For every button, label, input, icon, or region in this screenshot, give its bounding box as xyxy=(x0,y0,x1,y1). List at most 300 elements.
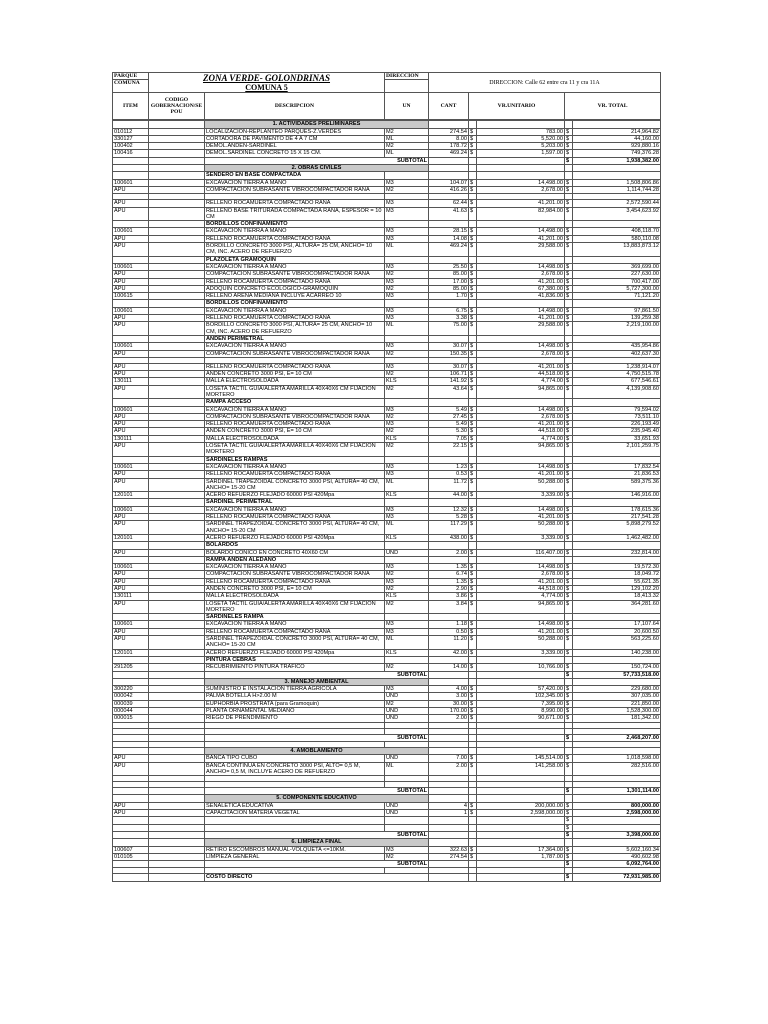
project-subtitle: COMUNA 5 xyxy=(245,83,288,92)
item-total: 71,121.20 xyxy=(573,293,661,300)
item-code: APU xyxy=(113,600,149,614)
item-row xyxy=(113,649,661,656)
code-cell xyxy=(149,385,205,399)
currency-symbol: $ xyxy=(565,378,573,385)
item-description: EXCAVACION TIERRA A MANO xyxy=(205,463,385,470)
currency-symbol: $ xyxy=(469,649,477,656)
currency-symbol: $ xyxy=(565,586,573,593)
item-description: EXCAVACION TIERRA A MANO xyxy=(205,564,385,571)
item-code: 120101 xyxy=(113,492,149,499)
item-unit-price: 41,201.00 xyxy=(477,235,565,242)
item-unit-price: 5,520.00 xyxy=(477,135,565,142)
col-un: UN xyxy=(385,93,429,120)
item-total: 490,602.98 xyxy=(573,853,661,860)
item-code: APU xyxy=(113,350,149,357)
item-quantity: 5.49 xyxy=(429,421,469,428)
item-unit: M3 xyxy=(385,628,429,635)
code-cell xyxy=(149,378,205,385)
item-quantity: 14.00 xyxy=(429,664,469,671)
project-title: ZONA VERDE- GOLONDRINAS xyxy=(202,73,331,83)
item-unit-price: 17,364.00 xyxy=(477,846,565,853)
item-description: EXCAVACION TIERRA A MANO xyxy=(205,263,385,270)
item-unit-price: 14,498.00 xyxy=(477,263,565,270)
item-total: 1,462,482.00 xyxy=(573,534,661,541)
budget-sheet xyxy=(112,72,660,882)
unit-cell xyxy=(385,221,429,228)
code-cell xyxy=(149,157,205,164)
subtotal-row xyxy=(113,671,661,678)
item-total: 2,598,000.00 xyxy=(573,810,661,817)
currency-symbol: $ xyxy=(469,810,477,817)
item-unit-price: 783.00 xyxy=(477,128,565,135)
item-total: 589,375.36 xyxy=(573,478,661,492)
code-cell xyxy=(149,586,205,593)
item-row xyxy=(113,378,661,385)
item-quantity: 3.84 xyxy=(429,600,469,614)
currency-symbol: $ xyxy=(565,549,573,556)
currency-symbol: $ xyxy=(565,664,573,671)
code-cell xyxy=(149,443,205,457)
item-total: 700,417.00 xyxy=(573,278,661,285)
item-total: 2,572,590.44 xyxy=(573,200,661,207)
qty-cell xyxy=(429,656,469,663)
subgroup-title: SARDINELES RAMPA xyxy=(205,614,385,621)
currency-symbol: $ xyxy=(565,788,573,795)
item-total: 18,049.72 xyxy=(573,571,661,578)
subgroup-title: PINTURA CEBRAS xyxy=(205,656,385,663)
comuna-label: COMUNA xyxy=(113,80,149,93)
item-description: ACERO REFUERZO FLEJADO 60000 PSI 420Mpa xyxy=(205,492,385,499)
unit-price-cell xyxy=(477,556,565,563)
item-unit: ML xyxy=(385,521,429,535)
code-cell xyxy=(149,343,205,350)
currency-symbol: $ xyxy=(469,463,477,470)
item-unit: M3 xyxy=(385,307,429,314)
currency-symbol: $ xyxy=(565,443,573,457)
code-cell xyxy=(149,300,205,307)
item-unit: M2 xyxy=(385,371,429,378)
parque-label: PARQUE xyxy=(113,73,149,80)
currency-cell xyxy=(469,839,477,846)
subgroup-title: RAMPA ACCESO xyxy=(205,399,385,406)
total-cell xyxy=(573,614,661,621)
item-description: ANDEN CONCRETO 3000 PSI, E= 10 CM xyxy=(205,428,385,435)
currency-symbol: $ xyxy=(469,846,477,853)
subtotal-label: SUBTOTAL xyxy=(205,788,429,795)
item-code: APU xyxy=(113,636,149,650)
item-row xyxy=(113,207,661,221)
code-cell xyxy=(149,371,205,378)
item-description: RETIRO ESCOMBROS MANUAL-VOLQUETA <=10KM. xyxy=(205,846,385,853)
code-cell xyxy=(149,686,205,693)
item-total: 33,651.93 xyxy=(573,435,661,442)
item-unit: UND xyxy=(385,708,429,715)
col-vr-total: VR. TOTAL xyxy=(565,93,661,120)
item-cell xyxy=(113,839,149,846)
item-row xyxy=(113,506,661,513)
code-cell xyxy=(149,747,205,754)
currency-symbol: $ xyxy=(469,406,477,413)
subtotal-value: 3,398,000.00 xyxy=(573,831,661,838)
item-row xyxy=(113,285,661,292)
item-cell xyxy=(113,556,149,563)
item-code: 100601 xyxy=(113,564,149,571)
direct-cost-row xyxy=(113,874,661,881)
item-code: APU xyxy=(113,186,149,193)
item-quantity: 416.26 xyxy=(429,186,469,193)
item-unit-price: 1,787.00 xyxy=(477,853,565,860)
currency-symbol: $ xyxy=(565,506,573,513)
empty-cell xyxy=(469,817,477,824)
code-cell xyxy=(149,421,205,428)
item-quantity: 1.70 xyxy=(429,293,469,300)
item-quantity: 274.54 xyxy=(429,853,469,860)
total-cell xyxy=(573,165,661,172)
subgroup-title: BORDILLOS CONFINAMIENTO xyxy=(205,221,385,228)
currency-symbol: $ xyxy=(469,715,477,722)
code-cell xyxy=(149,571,205,578)
item-unit-price: 8,990.00 xyxy=(477,708,565,715)
empty-cell xyxy=(429,824,469,831)
code-cell xyxy=(149,243,205,257)
qty-cell xyxy=(429,300,469,307)
currency-symbol: $ xyxy=(469,492,477,499)
item-description: CORTADORA DE PAVIMENTO DE 4 A 7 CM xyxy=(205,135,385,142)
item-quantity: 6.75 xyxy=(429,307,469,314)
code-cell xyxy=(149,564,205,571)
currency-symbol: $ xyxy=(565,428,573,435)
item-code: 010105 xyxy=(113,853,149,860)
item-unit: M3 xyxy=(385,506,429,513)
qty-cell xyxy=(429,747,469,754)
item-row xyxy=(113,521,661,535)
code-cell xyxy=(149,664,205,671)
currency-symbol: $ xyxy=(565,285,573,292)
item-code: 100601 xyxy=(113,343,149,350)
subtotal-label: SUBTOTAL xyxy=(205,734,429,741)
unit-cell xyxy=(385,399,429,406)
qty-cell xyxy=(429,788,469,795)
item-quantity: 4 xyxy=(429,802,469,809)
unit-price-cell xyxy=(477,456,565,463)
code-cell xyxy=(149,143,205,150)
currency-symbol: $ xyxy=(469,186,477,193)
item-row xyxy=(113,715,661,722)
currency-cell xyxy=(565,256,573,263)
item-unit: UND xyxy=(385,549,429,556)
item-quantity: 2.00 xyxy=(429,549,469,556)
header-table xyxy=(112,72,661,120)
code-cell xyxy=(149,831,205,838)
item-total: 150,724.00 xyxy=(573,664,661,671)
subtotal-row xyxy=(113,734,661,741)
currency-cell xyxy=(469,734,477,741)
item-unit: M2 xyxy=(385,128,429,135)
item-description: RELLENO ROCAMUERTA COMPACTADO RANA xyxy=(205,363,385,370)
code-cell xyxy=(149,578,205,585)
item-code: APU xyxy=(113,578,149,585)
subgroup-header-row xyxy=(113,172,661,179)
item-total: 55,621.35 xyxy=(573,578,661,585)
item-unit: M3 xyxy=(385,179,429,186)
item-quantity: 30.00 xyxy=(429,700,469,707)
item-cell xyxy=(113,678,149,685)
currency-symbol: $ xyxy=(565,371,573,378)
item-row xyxy=(113,578,661,585)
unit-cell xyxy=(385,656,429,663)
total-cell xyxy=(573,456,661,463)
section-title: 1. ACTIVIDADES PRELIMINARES xyxy=(205,121,429,128)
code-cell xyxy=(149,221,205,228)
currency-cell xyxy=(469,300,477,307)
code-cell xyxy=(149,399,205,406)
unit-price-cell xyxy=(477,256,565,263)
item-unit: M3 xyxy=(385,406,429,413)
currency-symbol: $ xyxy=(565,861,573,868)
unit-cell xyxy=(385,300,429,307)
col-cant: CANT xyxy=(429,93,469,120)
item-unit-price: 44,518.00 xyxy=(477,586,565,593)
item-code: 120101 xyxy=(113,649,149,656)
item-code: APU xyxy=(113,478,149,492)
code-cell xyxy=(149,600,205,614)
empty-cell xyxy=(573,824,661,831)
item-total: 217,541.28 xyxy=(573,514,661,521)
currency-symbol: $ xyxy=(565,421,573,428)
item-unit: M2 xyxy=(385,571,429,578)
item-cell xyxy=(113,788,149,795)
item-unit-price: 3,339.00 xyxy=(477,492,565,499)
qty-cell xyxy=(429,734,469,741)
item-unit: ML xyxy=(385,322,429,336)
item-row xyxy=(113,293,661,300)
item-quantity: 1.18 xyxy=(429,621,469,628)
item-description: LOSETA TACTIL GUIA/ALERTA AMARILLA 40X40X6 CM FIJACION MORTERO xyxy=(205,443,385,457)
unit-price-cell xyxy=(477,221,565,228)
item-description: ACERO REFUERZO FLEJADO 60000 PSI 420Mpa xyxy=(205,649,385,656)
item-unit: M2 xyxy=(385,428,429,435)
qty-cell xyxy=(429,671,469,678)
item-unit-price: 41,201.00 xyxy=(477,514,565,521)
item-code: APU xyxy=(113,428,149,435)
currency-symbol: $ xyxy=(565,343,573,350)
item-total: 226,193.49 xyxy=(573,421,661,428)
item-unit-price: 41,201.00 xyxy=(477,578,565,585)
currency-symbol: $ xyxy=(469,435,477,442)
code-cell xyxy=(149,795,205,802)
currency-symbol: $ xyxy=(565,514,573,521)
item-row xyxy=(113,263,661,270)
currency-symbol: $ xyxy=(469,664,477,671)
currency-symbol: $ xyxy=(565,363,573,370)
item-row xyxy=(113,463,661,470)
item-unit: M3 xyxy=(385,421,429,428)
code-cell xyxy=(149,271,205,278)
item-quantity: 5.49 xyxy=(429,406,469,413)
code-cell xyxy=(149,428,205,435)
item-description: RELLENO ROCAMUERTA COMPACTADO RANA xyxy=(205,200,385,207)
item-total: 214,964.82 xyxy=(573,128,661,135)
code-cell xyxy=(149,322,205,336)
currency-symbol: $ xyxy=(469,549,477,556)
item-unit-price: 14,498.00 xyxy=(477,307,565,314)
item-unit-price: 3,339.00 xyxy=(477,534,565,541)
item-unit: M3 xyxy=(385,463,429,470)
item-cell xyxy=(113,614,149,621)
item-unit: M2 xyxy=(385,600,429,614)
item-cell xyxy=(113,671,149,678)
item-quantity: 104.07 xyxy=(429,179,469,186)
currency-symbol: $ xyxy=(565,671,573,678)
currency-symbol: $ xyxy=(565,322,573,336)
code-cell xyxy=(149,499,205,506)
item-code: APU xyxy=(113,521,149,535)
currency-symbol: $ xyxy=(565,463,573,470)
currency-cell xyxy=(565,165,573,172)
currency-symbol: $ xyxy=(565,263,573,270)
qty-cell xyxy=(429,839,469,846)
code-cell xyxy=(149,285,205,292)
currency-cell xyxy=(469,656,477,663)
item-row xyxy=(113,406,661,413)
qty-cell xyxy=(429,157,469,164)
item-description: EXCAVACION TIERRA A MANO xyxy=(205,307,385,314)
currency-symbol: $ xyxy=(469,586,477,593)
currency-symbol: $ xyxy=(565,157,573,164)
item-description: EUPHORBIA PROSTRATA (para Gramoquin) xyxy=(205,700,385,707)
code-cell xyxy=(149,186,205,193)
item-unit: M3 xyxy=(385,228,429,235)
item-code: APU xyxy=(113,363,149,370)
code-cell xyxy=(149,179,205,186)
item-quantity: 1.35 xyxy=(429,578,469,585)
section-header-row xyxy=(113,121,661,128)
code-cell xyxy=(149,549,205,556)
empty-cell xyxy=(385,817,429,824)
item-cell xyxy=(113,165,149,172)
item-total: 800,000.00 xyxy=(573,802,661,809)
item-total: 221,850.00 xyxy=(573,700,661,707)
item-unit-price: 2,678.00 xyxy=(477,350,565,357)
currency-symbol: $ xyxy=(469,263,477,270)
col-vr-unitario: VR.UNITARIO xyxy=(469,93,565,120)
code-cell xyxy=(149,406,205,413)
item-row xyxy=(113,315,661,322)
unit-cell xyxy=(385,556,429,563)
unit-price-cell xyxy=(477,671,565,678)
item-code: APU xyxy=(113,235,149,242)
item-cell xyxy=(113,861,149,868)
currency-symbol: $ xyxy=(469,564,477,571)
col-item: ITEM xyxy=(113,93,149,120)
item-row xyxy=(113,363,661,370)
currency-symbol: $ xyxy=(565,143,573,150)
subtotal-value: 6,092,764.00 xyxy=(573,861,661,868)
qty-cell xyxy=(429,456,469,463)
currency-symbol: $ xyxy=(565,207,573,221)
unit-cell xyxy=(385,499,429,506)
code-cell xyxy=(149,492,205,499)
item-total: 1,238,914.07 xyxy=(573,363,661,370)
currency-symbol: $ xyxy=(469,506,477,513)
currency-symbol: $ xyxy=(469,179,477,186)
currency-cell xyxy=(565,121,573,128)
item-unit-price: 14,498.00 xyxy=(477,463,565,470)
item-code: 100601 xyxy=(113,406,149,413)
item-cell xyxy=(113,121,149,128)
item-unit: ML xyxy=(385,478,429,492)
item-code: APU xyxy=(113,471,149,478)
code-cell xyxy=(149,121,205,128)
currency-symbol: $ xyxy=(469,385,477,399)
item-quantity: 11.72 xyxy=(429,478,469,492)
qty-cell xyxy=(429,874,469,881)
item-unit-price: 2,678.00 xyxy=(477,571,565,578)
item-unit-price: 94,865.00 xyxy=(477,600,565,614)
currency-symbol: $ xyxy=(469,428,477,435)
currency-cell xyxy=(565,499,573,506)
item-row xyxy=(113,186,661,193)
qty-cell xyxy=(429,165,469,172)
item-code: APU xyxy=(113,200,149,207)
subgroup-header-row xyxy=(113,221,661,228)
item-unit: M2 xyxy=(385,443,429,457)
item-description: EXCAVACION TIERRA A MANO xyxy=(205,228,385,235)
code-cell xyxy=(149,172,205,179)
currency-symbol: $ xyxy=(469,534,477,541)
qty-cell xyxy=(429,614,469,621)
item-unit: M3 xyxy=(385,263,429,270)
item-row xyxy=(113,600,661,614)
total-cell xyxy=(573,256,661,263)
currency-cell xyxy=(469,542,477,549)
item-unit: M2 xyxy=(385,700,429,707)
item-unit-price: 41,201.00 xyxy=(477,315,565,322)
item-quantity: 0.50 xyxy=(429,628,469,635)
items-table xyxy=(112,120,661,881)
item-unit: ML xyxy=(385,243,429,257)
currency-symbol: $ xyxy=(469,135,477,142)
direccion-value: DIRECCION: Calle 62 entre cra 11 y cra 11A xyxy=(429,73,661,93)
currency-symbol: $ xyxy=(565,810,573,817)
item-description: EXCAVACION TIERRA A MANO xyxy=(205,621,385,628)
item-description: DEMOL.ANDEN-SARDINEL xyxy=(205,143,385,150)
item-quantity: 178.72 xyxy=(429,143,469,150)
item-total: 232,814.00 xyxy=(573,549,661,556)
item-quantity: 22.15 xyxy=(429,443,469,457)
item-description: ADOQUIN CONCRETO ECOLOGICO-GRAMOQUIN xyxy=(205,285,385,292)
total-cell xyxy=(573,795,661,802)
unit-price-cell xyxy=(477,795,565,802)
empty-cell xyxy=(149,817,205,824)
item-code: 000039 xyxy=(113,700,149,707)
code-cell xyxy=(149,636,205,650)
currency-symbol: $ xyxy=(565,521,573,535)
unit-price-cell xyxy=(477,121,565,128)
currency-cell xyxy=(469,157,477,164)
item-unit: M3 xyxy=(385,293,429,300)
currency-symbol: $ xyxy=(565,686,573,693)
item-row xyxy=(113,413,661,420)
subtotal-label: SUBTOTAL xyxy=(205,861,429,868)
currency-symbol: $ xyxy=(469,421,477,428)
unit-price-cell xyxy=(477,861,565,868)
qty-cell xyxy=(429,256,469,263)
item-code: 100601 xyxy=(113,263,149,270)
code-cell xyxy=(149,542,205,549)
item-row xyxy=(113,628,661,635)
section-title: 3. MANEJO AMBIENTAL xyxy=(205,678,429,685)
